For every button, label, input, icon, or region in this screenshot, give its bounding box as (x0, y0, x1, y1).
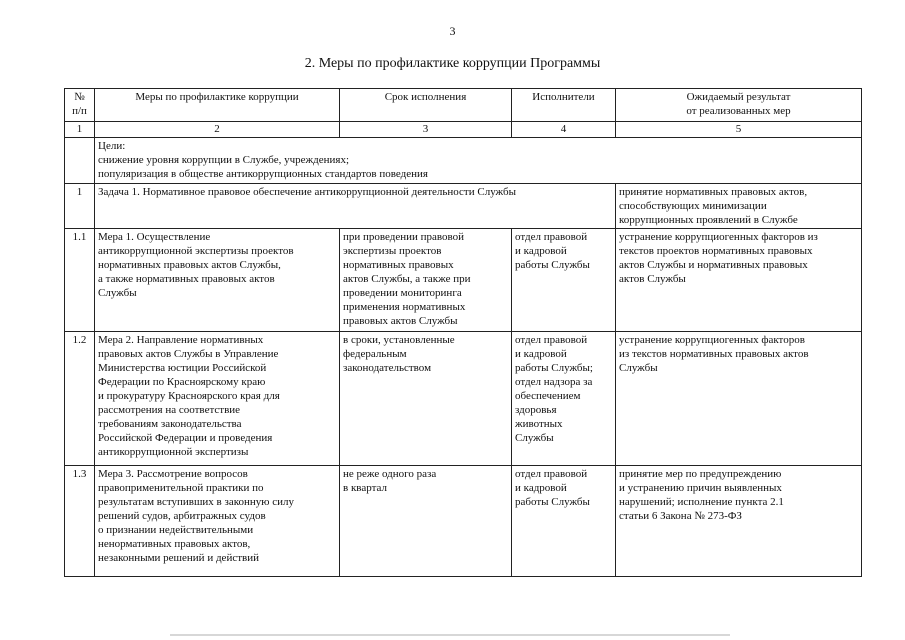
row-measure: Мера 2. Направление нормативных правовых актов Службы в Управление Министерства юстиции Российской Федерации по Красноярскому краю и прокуратуру Красноярского края для рассмотрения на соответствие требованиям законодательства Российской Федерации и проведения антикоррупционной экспертизы (95, 332, 340, 466)
page-number: 3 (449, 24, 456, 38)
header-result: Ожидаемый результат от реализованных мер (616, 89, 862, 122)
row-executors: отдел правовой и кадровой работы Службы; отдел надзора за обеспечением здоровья животных Службы (512, 332, 616, 466)
table-row (65, 229, 862, 332)
row-result: принятие мер по предупреждению и устранению причин выявленных нарушений; исполнение пункта 2.1 статьи 6 Закона № 273-ФЗ (616, 466, 862, 577)
task-num: 1 (65, 184, 95, 229)
row-num: 1.3 (65, 466, 95, 577)
scan-artifact (170, 634, 730, 636)
header-measure: Меры по профилактике коррупции (95, 89, 340, 122)
row-result: устранение коррупциогенных факторов из текстов нормативных правовых актов Службы (616, 332, 862, 466)
goals-text: Цели: снижение уровня коррупции в Службе, учреждениях; популяризация в обществе антикоррупционных стандартов поведения (95, 138, 862, 184)
row-deadline: в сроки, установленные федеральным законодательством (340, 332, 512, 466)
task-row (65, 184, 862, 229)
row-num: 1.1 (65, 229, 95, 332)
column-number: 1 (65, 122, 95, 138)
task-result: принятие нормативных правовых актов, способствующих минимизации коррупционных проявлений в Службе (616, 184, 862, 229)
measures-table (64, 88, 862, 577)
row-measure: Мера 1. Осуществление антикоррупционной экспертизы проектов нормативных правовых актов Службы, а также нормативных правовых актов Службы (95, 229, 340, 332)
column-number: 5 (616, 122, 862, 138)
header-executors: Исполнители (512, 89, 616, 122)
column-numbers-row (65, 122, 862, 138)
header-num: № п/п (65, 89, 95, 122)
table-row (65, 332, 862, 466)
task-text: Задача 1. Нормативное правовое обеспечение антикоррупционной деятельности Службы (95, 184, 616, 229)
table-header-row (65, 89, 862, 122)
row-measure: Мера 3. Рассмотрение вопросов правоприменительной практики по результатам вступивших в законную силу решений судов, арбитражных судов о признании недействительными ненормативных правовых актов, незаконными решений и действий (95, 466, 340, 577)
row-executors: отдел правовой и кадровой работы Службы (512, 466, 616, 577)
goals-row (65, 138, 862, 184)
row-deadline: при проведении правовой экспертизы проектов нормативных правовых актов Службы, а также при проведении мониторинга применения нормативных правовых актов Службы (340, 229, 512, 332)
row-num: 1.2 (65, 332, 95, 466)
row-executors: отдел правовой и кадровой работы Службы (512, 229, 616, 332)
section-title: 2. Меры по профилактике коррупции Программы (304, 56, 601, 71)
header-deadline: Срок исполнения (340, 89, 512, 122)
table-row (65, 466, 862, 577)
column-number: 2 (95, 122, 340, 138)
column-number: 3 (340, 122, 512, 138)
row-deadline: не реже одного раза в квартал (340, 466, 512, 577)
row-result: устранение коррупциогенных факторов из текстов проектов нормативных правовых актов Службы и нормативных правовых актов Службы (616, 229, 862, 332)
column-number: 4 (512, 122, 616, 138)
